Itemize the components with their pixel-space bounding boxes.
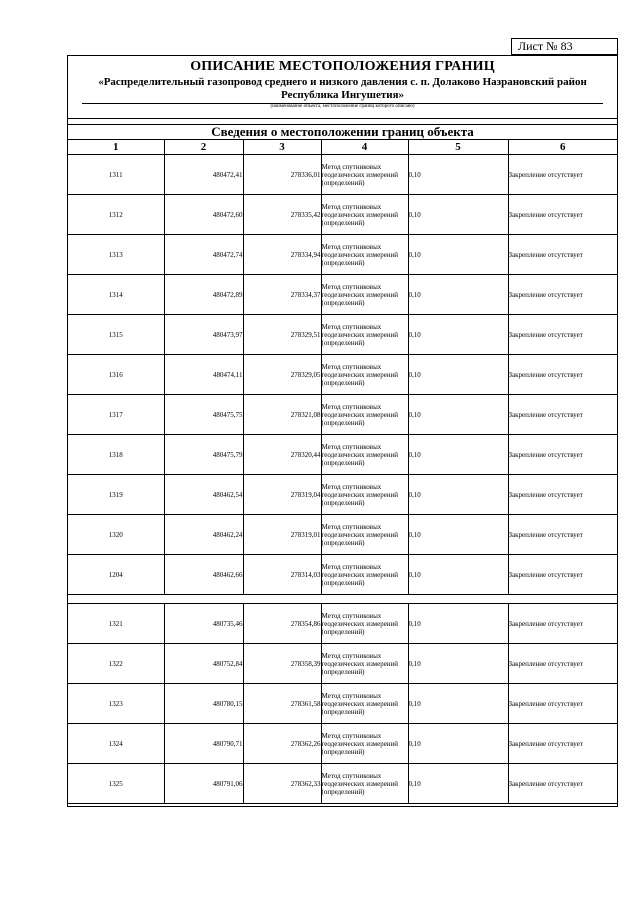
coordinate-y: 278329,51 — [243, 315, 321, 355]
coordinate-x: 480472,60 — [164, 195, 243, 235]
point-number: 1319 — [68, 475, 164, 515]
point-description: Закрепление отсутствует — [508, 724, 617, 764]
point-description: Закрепление отсутствует — [508, 435, 617, 475]
table-row — [68, 395, 617, 435]
point-description: Закрепление отсутствует — [508, 195, 617, 235]
determination-method: Метод спутниковых геодезических измерений (определений) — [321, 355, 408, 395]
determination-method: Метод спутниковых геодезических измерений (определений) — [321, 155, 408, 195]
coordinate-x: 480472,41 — [164, 155, 243, 195]
point-description: Закрепление отсутствует — [508, 764, 617, 804]
coordinate-x: 480752,84 — [164, 644, 243, 684]
point-number: 1204 — [68, 555, 164, 595]
table-row — [68, 684, 617, 724]
accuracy-value: 0,10 — [408, 644, 508, 684]
coordinate-x: 480791,06 — [164, 764, 243, 804]
coordinate-y: 278334,37 — [243, 275, 321, 315]
coordinate-x: 480462,66 — [164, 555, 243, 595]
coordinate-x: 480475,79 — [164, 435, 243, 475]
accuracy-value: 0,10 — [408, 355, 508, 395]
table-row — [68, 355, 617, 395]
accuracy-value: 0,10 — [408, 475, 508, 515]
coordinate-y: 278314,03 — [243, 555, 321, 595]
coordinate-y: 278336,01 — [243, 155, 321, 195]
determination-method: Метод спутниковых геодезических измерений (определений) — [321, 644, 408, 684]
coordinate-x: 480474,11 — [164, 355, 243, 395]
point-description: Закрепление отсутствует — [508, 515, 617, 555]
determination-method: Метод спутниковых геодезических измерений (определений) — [321, 275, 408, 315]
coordinate-x: 480473,97 — [164, 315, 243, 355]
coordinate-y: 278321,08 — [243, 395, 321, 435]
sheet-number: Лист № 83 — [511, 38, 618, 55]
coordinate-y: 278362,26 — [243, 724, 321, 764]
separator-cell — [68, 595, 617, 604]
point-description: Закрепление отсутствует — [508, 395, 617, 435]
table-row — [68, 315, 617, 355]
table-row — [68, 604, 617, 644]
table-row — [68, 275, 617, 315]
point-description: Закрепление отсутствует — [508, 684, 617, 724]
point-description: Закрепление отсутствует — [508, 235, 617, 275]
accuracy-value: 0,10 — [408, 555, 508, 595]
column-header: 4 — [321, 140, 408, 155]
coordinate-y: 278358,39 — [243, 644, 321, 684]
point-number: 1321 — [68, 604, 164, 644]
point-description: Закрепление отсутствует — [508, 644, 617, 684]
table-row — [68, 764, 617, 804]
determination-method: Метод спутниковых геодезических измерений (определений) — [321, 515, 408, 555]
accuracy-value: 0,10 — [408, 515, 508, 555]
coordinate-x: 480790,71 — [164, 724, 243, 764]
coordinates-table — [68, 140, 617, 804]
table-row — [68, 644, 617, 684]
coordinate-y: 278354,86 — [243, 604, 321, 644]
determination-method: Метод спутниковых геодезических измерений (определений) — [321, 235, 408, 275]
determination-method: Метод спутниковых геодезических измерений (определений) — [321, 724, 408, 764]
point-description: Закрепление отсутствует — [508, 475, 617, 515]
coordinate-y: 278319,04 — [243, 475, 321, 515]
determination-method: Метод спутниковых геодезических измерений (определений) — [321, 315, 408, 355]
point-number: 1320 — [68, 515, 164, 555]
coordinate-x: 480462,54 — [164, 475, 243, 515]
table-row — [68, 724, 617, 764]
point-number: 1316 — [68, 355, 164, 395]
coordinate-y: 278361,58 — [243, 684, 321, 724]
column-header: 3 — [243, 140, 321, 155]
coordinate-y: 278362,33 — [243, 764, 321, 804]
coordinate-y: 278329,05 — [243, 355, 321, 395]
point-description: Закрепление отсутствует — [508, 315, 617, 355]
point-description: Закрепление отсутствует — [508, 355, 617, 395]
column-header-row — [68, 140, 617, 155]
point-number: 1322 — [68, 644, 164, 684]
determination-method: Метод спутниковых геодезических измерений (определений) — [321, 684, 408, 724]
determination-method: Метод спутниковых геодезических измерений (определений) — [321, 764, 408, 804]
column-header: 6 — [508, 140, 617, 155]
point-number: 1313 — [68, 235, 164, 275]
determination-method: Метод спутниковых геодезических измерений (определений) — [321, 395, 408, 435]
point-description: Закрепление отсутствует — [508, 155, 617, 195]
column-header: 1 — [68, 140, 164, 155]
point-number: 1323 — [68, 684, 164, 724]
point-number: 1312 — [68, 195, 164, 235]
point-description: Закрепление отсутствует — [508, 604, 617, 644]
column-header: 2 — [164, 140, 243, 155]
accuracy-value: 0,10 — [408, 435, 508, 475]
document-title: ОПИСАНИЕ МЕСТОПОЛОЖЕНИЯ ГРАНИЦ — [190, 59, 495, 74]
point-number: 1315 — [68, 315, 164, 355]
determination-method: Метод спутниковых геодезических измерений (определений) — [321, 555, 408, 595]
point-description: Закрепление отсутствует — [508, 555, 617, 595]
determination-method: Метод спутниковых геодезических измерений (определений) — [321, 604, 408, 644]
coordinate-x: 480475,75 — [164, 395, 243, 435]
table-row — [68, 155, 617, 195]
table-row — [68, 555, 617, 595]
point-description: Закрепление отсутствует — [508, 275, 617, 315]
accuracy-value: 0,10 — [408, 235, 508, 275]
accuracy-value: 0,10 — [408, 724, 508, 764]
accuracy-value: 0,10 — [408, 604, 508, 644]
point-number: 1324 — [68, 724, 164, 764]
point-number: 1318 — [68, 435, 164, 475]
object-name-caption: (наименование объекта, местоположение границ которого описано) — [270, 104, 415, 109]
determination-method: Метод спутниковых геодезических измерений (определений) — [321, 195, 408, 235]
determination-method: Метод спутниковых геодезических измерений (определений) — [321, 435, 408, 475]
point-number: 1317 — [68, 395, 164, 435]
separator-row — [68, 595, 617, 604]
coordinate-y: 278319,01 — [243, 515, 321, 555]
coordinate-x: 480780,15 — [164, 684, 243, 724]
table-row — [68, 195, 617, 235]
accuracy-value: 0,10 — [408, 155, 508, 195]
coordinate-x: 480472,74 — [164, 235, 243, 275]
coordinate-x: 480735,46 — [164, 604, 243, 644]
point-number: 1325 — [68, 764, 164, 804]
coordinate-y: 278335,42 — [243, 195, 321, 235]
document-header — [68, 56, 617, 119]
section-title: Сведения о местоположении границ объекта — [68, 125, 617, 140]
document-frame — [67, 55, 618, 807]
table-row — [68, 435, 617, 475]
accuracy-value: 0,10 — [408, 764, 508, 804]
determination-method: Метод спутниковых геодезических измерений (определений) — [321, 475, 408, 515]
accuracy-value: 0,10 — [408, 275, 508, 315]
coordinate-y: 278334,94 — [243, 235, 321, 275]
accuracy-value: 0,10 — [408, 315, 508, 355]
accuracy-value: 0,10 — [408, 684, 508, 724]
coordinate-y: 278320,44 — [243, 435, 321, 475]
coordinate-x: 480472,89 — [164, 275, 243, 315]
accuracy-value: 0,10 — [408, 195, 508, 235]
table-row — [68, 515, 617, 555]
table-row — [68, 475, 617, 515]
column-header: 5 — [408, 140, 508, 155]
coordinate-x: 480462,24 — [164, 515, 243, 555]
point-number: 1311 — [68, 155, 164, 195]
table-row — [68, 235, 617, 275]
accuracy-value: 0,10 — [408, 395, 508, 435]
object-name: «Распределительный газопровод среднего и низкого давления с. п. Долаково Назрановский район Республика Ингушетия» — [98, 76, 587, 101]
point-number: 1314 — [68, 275, 164, 315]
